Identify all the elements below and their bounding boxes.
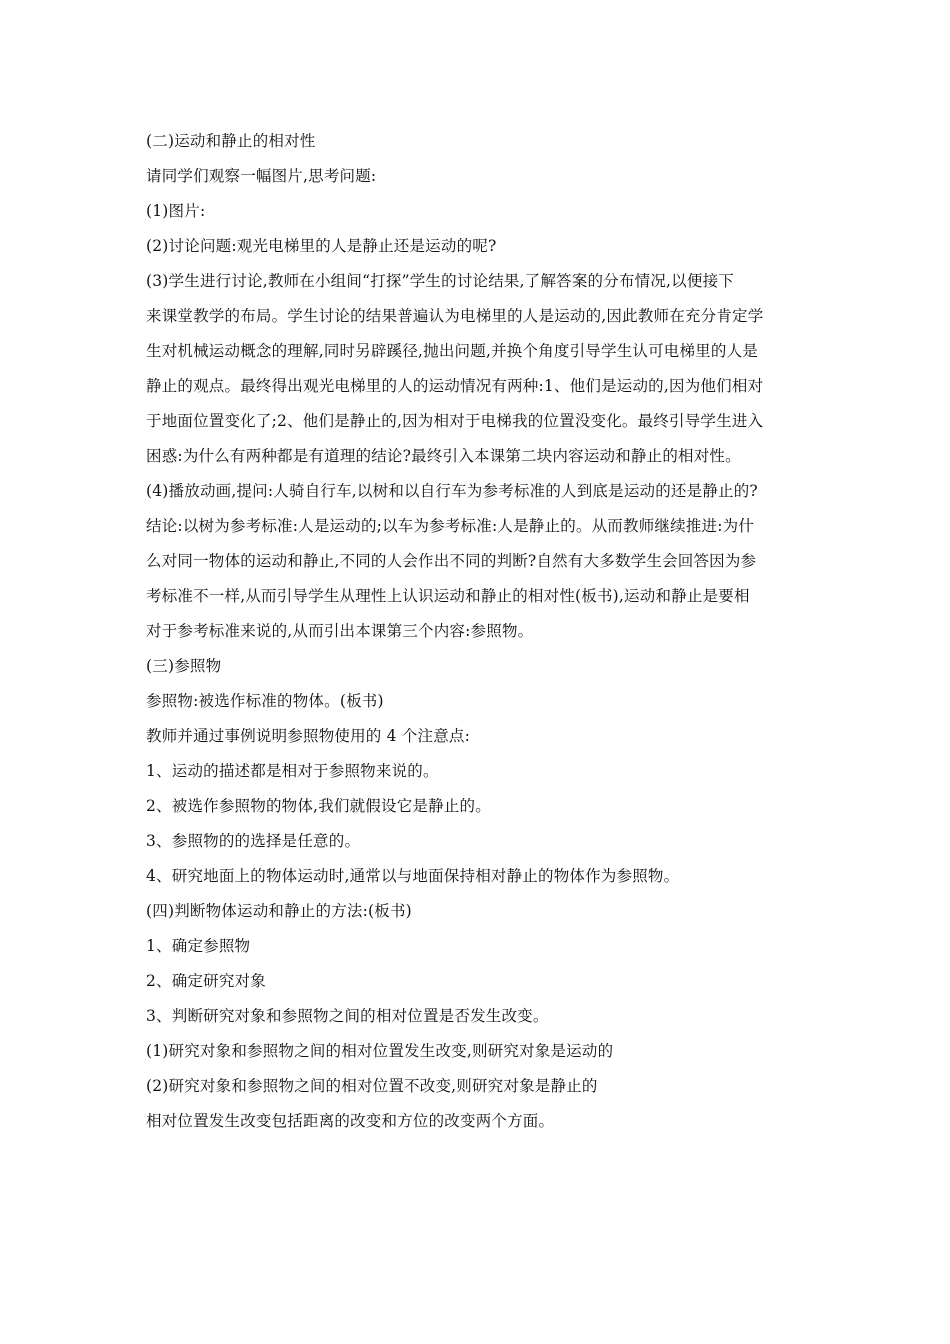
paragraph-line: 对于参考标准来说的,从而引出本课第三个内容:参照物。 <box>146 622 534 640</box>
section-heading-reference: (三)参照物 <box>146 657 222 675</box>
list-item: (2)研究对象和参照物之间的相对位置不改变,则研究对象是静止的 <box>146 1077 598 1095</box>
paragraph-line: (2)讨论问题:观光电梯里的人是静止还是运动的呢? <box>146 237 497 255</box>
paragraph-line: 么对同一物体的运动和静止,不同的人会作出不同的判断?自然有大多数学生会回答因为参 <box>146 552 757 570</box>
list-item: 2、确定研究对象 <box>146 972 266 990</box>
paragraph-line: (3)学生进行讨论,教师在小组间“打探”学生的讨论结果,了解答案的分布情况,以便接下 <box>146 272 734 290</box>
paragraph-line: (4)播放动画,提问:人骑自行车,以树和以自行车为参考标准的人到底是运动的还是静止的? <box>146 482 758 500</box>
paragraph-line: (1)图片: <box>146 202 206 220</box>
list-item: 1、确定参照物 <box>146 937 251 955</box>
paragraph-line: 静止的观点。最终得出观光电梯里的人的运动情况有两种:1、他们是运动的,因为他们相对 <box>146 377 764 395</box>
paragraph-line: 结论:以树为参考标准:人是运动的;以车为参考标准:人是静止的。从而教师继续推进:为什 <box>146 517 755 535</box>
list-item: 3、判断研究对象和参照物之间的相对位置是否发生改变。 <box>146 1007 549 1025</box>
document-body <box>146 124 811 1139</box>
paragraph-line: 教师并通过事例说明参照物使用的 4 个注意点: <box>146 727 471 745</box>
paragraph-line: 生对机械运动概念的理解,同时另辟蹊径,抛出问题,并换个角度引导学生认可电梯里的人是 <box>146 342 758 360</box>
section-heading-method: (四)判断物体运动和静止的方法:(板书) <box>146 902 412 920</box>
paragraph-line: 困惑:为什么有两种都是有道理的结论?最终引入本课第二块内容运动和静止的相对性。 <box>146 447 741 465</box>
section-heading-relativity: (二)运动和静止的相对性 <box>146 132 316 150</box>
list-item: 4、研究地面上的物体运动时,通常以与地面保持相对静止的物体作为参照物。 <box>146 867 680 885</box>
paragraph-line: 考标准不一样,从而引导学生从理性上认识运动和静止的相对性(板书),运动和静止是要相 <box>146 587 750 605</box>
paragraph-line: 请同学们观察一幅图片,思考问题: <box>146 167 377 185</box>
paragraph-line: 相对位置发生改变包括距离的改变和方位的改变两个方面。 <box>146 1112 555 1130</box>
list-item: 3、参照物的的选择是任意的。 <box>146 832 361 850</box>
list-item: 2、被选作参照物的物体,我们就假设它是静止的。 <box>146 797 491 815</box>
list-item: 1、运动的描述都是相对于参照物来说的。 <box>146 762 439 780</box>
paragraph-line: 于地面位置变化了;2、他们是静止的,因为相对于电梯我的位置没变化。最终引导学生进入 <box>146 412 764 430</box>
list-item: (1)研究对象和参照物之间的相对位置发生改变,则研究对象是运动的 <box>146 1042 614 1060</box>
paragraph-line: 来课堂教学的布局。学生讨论的结果普遍认为电梯里的人是运动的,因此教师在充分肯定学 <box>146 307 764 325</box>
paragraph-line: 参照物:被选作标准的物体。(板书) <box>146 692 384 710</box>
